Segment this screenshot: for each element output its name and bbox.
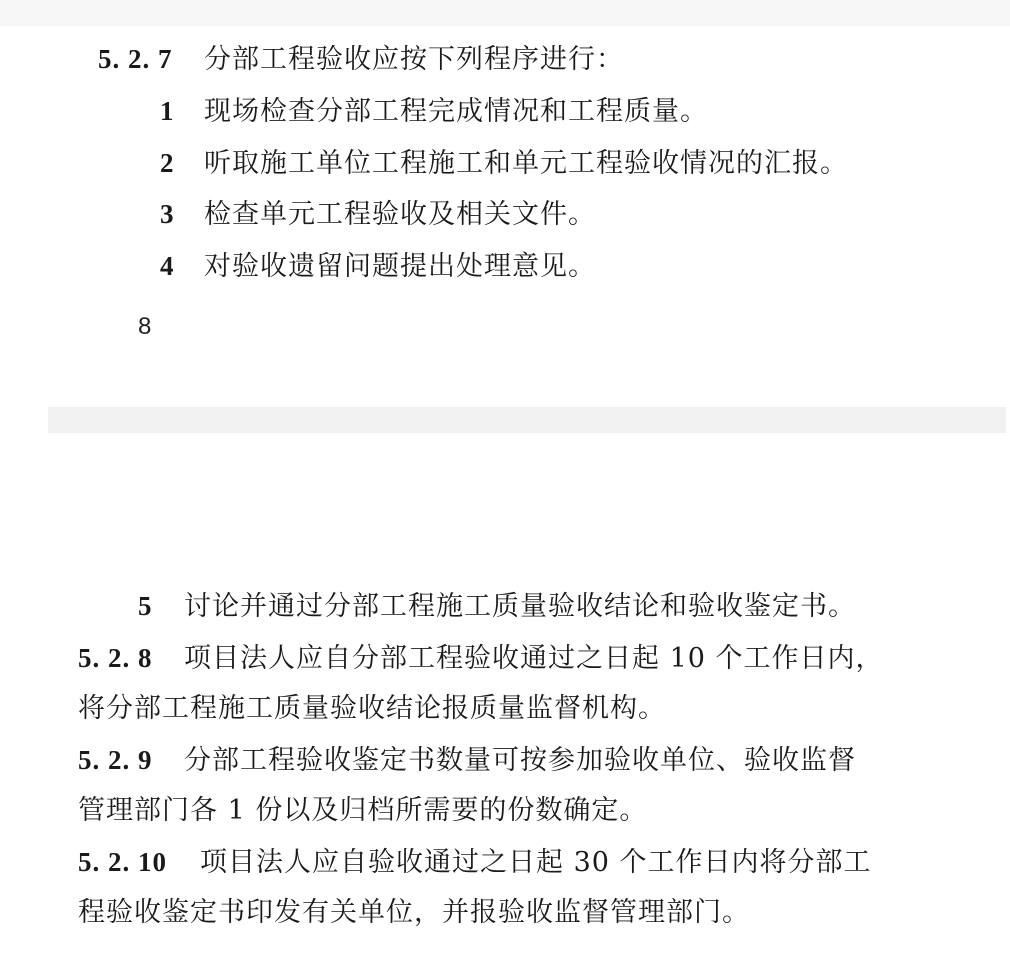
clause-text: 管理部门各 1 份以及归档所需要的份数确定。 — [78, 795, 648, 826]
list-item-number: 2 — [160, 148, 175, 178]
list-item — [160, 249, 596, 284]
clause-5-2-9 — [78, 743, 856, 778]
list-item — [160, 146, 848, 181]
list-item-number: 5 — [138, 591, 153, 621]
clause-text: 分部工程验收应按下列程序进行： — [204, 44, 624, 75]
list-item — [160, 94, 708, 129]
clause-5-2-8-continuation — [78, 692, 666, 726]
list-item-text: 检查单元工程验收及相关文件。 — [204, 199, 596, 230]
clause-number: 5. 2. 8 — [78, 643, 153, 673]
list-item — [160, 197, 596, 232]
clause-5-2-7 — [98, 42, 624, 77]
clause-text: 将分部工程施工质量验收结论报质量监督机构。 — [78, 693, 666, 724]
clause-5-2-10-continuation — [78, 896, 750, 930]
list-item-text: 听取施工单位工程施工和单元工程验收情况的汇报。 — [204, 148, 848, 179]
clause-text: 项目法人应自分部工程验收通过之日起 10 个工作日内， — [184, 643, 884, 674]
page-number: 8 — [138, 313, 152, 340]
clause-5-2-10 — [78, 845, 872, 880]
clause-text: 项目法人应自验收通过之日起 30 个工作日内将分部工 — [200, 847, 872, 878]
list-item-number: 4 — [160, 251, 175, 281]
clause-text: 分部工程验收鉴定书数量可按参加验收单位、验收监督 — [184, 745, 856, 776]
list-item-text: 对验收遗留问题提出处理意见。 — [204, 251, 596, 282]
top-strip — [0, 0, 1010, 26]
list-item-number: 3 — [160, 199, 175, 229]
list-item-text: 讨论并通过分部工程施工质量验收结论和验收鉴定书。 — [184, 591, 856, 622]
clause-5-2-8 — [78, 641, 884, 676]
clause-text: 程验收鉴定书印发有关单位，并报验收监督管理部门。 — [78, 897, 750, 928]
clause-number: 5. 2. 9 — [78, 745, 153, 775]
list-item — [138, 589, 856, 624]
list-item-number: 1 — [160, 96, 175, 126]
clause-number: 5. 2. 7 — [98, 44, 173, 74]
page-divider — [48, 407, 1006, 433]
clause-number: 5. 2. 10 — [78, 847, 167, 877]
clause-5-2-9-continuation — [78, 794, 647, 828]
list-item-text: 现场检查分部工程完成情况和工程质量。 — [204, 96, 708, 127]
